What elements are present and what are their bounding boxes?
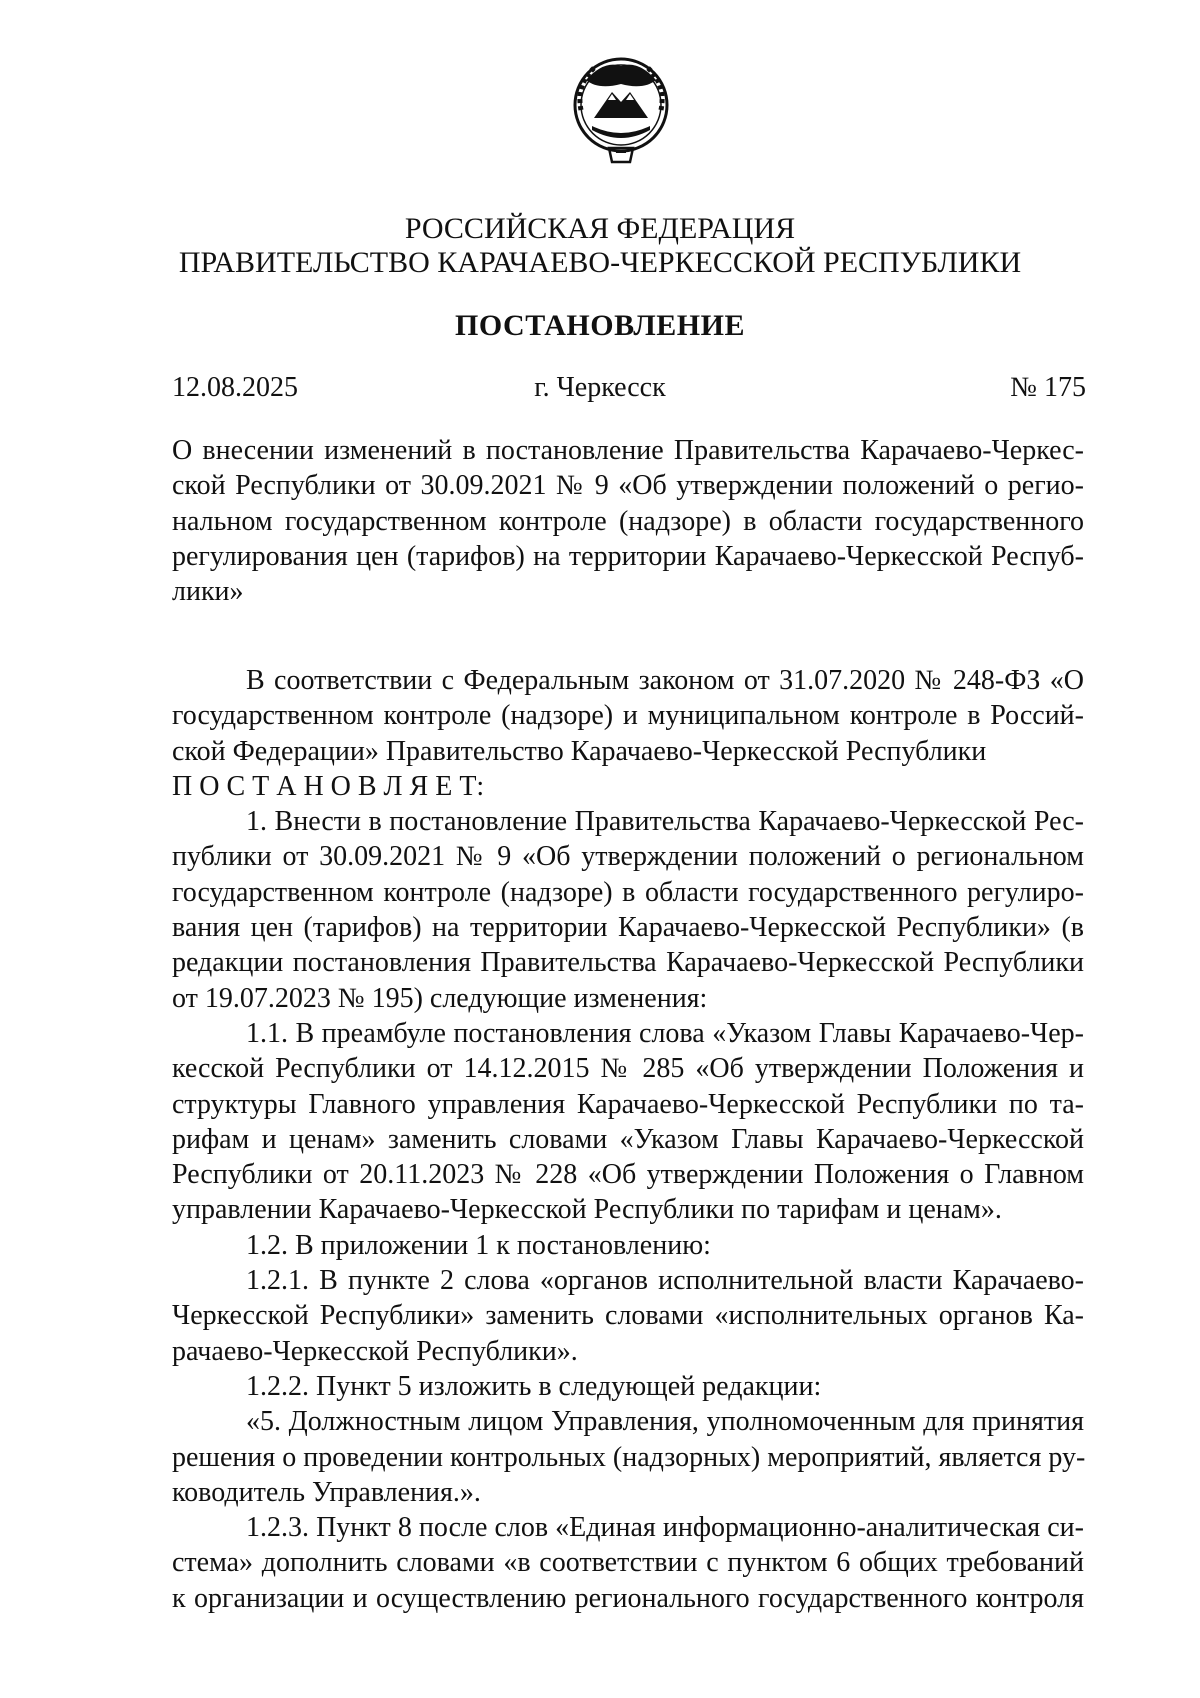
body-line: 1. Внести в постановление Правительства Карачаево-Черкесской Рес- bbox=[246, 806, 1084, 838]
document-date: 12.08.2025 bbox=[172, 372, 298, 403]
body-line: ководитель Управления.». bbox=[172, 1476, 481, 1508]
body-line: 1.2. В приложении 1 к постановлению: bbox=[246, 1229, 711, 1261]
subject-line: нальном государственном контроле (надзоре) в области государственного bbox=[172, 505, 1084, 537]
body-line: структуры Главного управления Карачаево-Черкесской Республики по та- bbox=[172, 1088, 1084, 1120]
body-line: В соответствии с Федеральным законом от 31.07.2020 № 248-ФЗ «О bbox=[246, 665, 1084, 696]
subject-line: ской Республики от 30.09.2021 № 9 «Об утверждении положений о регио- bbox=[172, 470, 1084, 502]
body-line: 1.2.2. Пункт 5 изложить в следующей редакции: bbox=[246, 1370, 822, 1402]
body-line: государственном контроле (надзоре) в области государственного регулиро- bbox=[172, 876, 1084, 908]
body-line: решения о проведении контрольных (надзорных) мероприятий, является ру- bbox=[172, 1441, 1086, 1473]
body-line: ской Федерации» Правительство Карачаево-Черкесской Республики bbox=[172, 735, 987, 767]
body-line: 1.2.1. В пункте 2 слова «органов исполнительной власти Карачаево- bbox=[246, 1265, 1084, 1297]
header-country: РОССИЙСКАЯ ФЕДЕРАЦИЯ bbox=[404, 212, 796, 245]
subject-line: регулирования цен (тарифов) на территории Карачаево-Черкесской Респуб- bbox=[172, 540, 1084, 572]
body-line: Республики от 20.11.2023 № 228 «Об утверждении Положения о Главном bbox=[172, 1159, 1084, 1191]
body-line: государственном контроле (надзоре) и муниципальном контроле в Россий- bbox=[172, 700, 1084, 732]
body-line: управлении Карачаево-Черкесской Республики по тарифам и ценам». bbox=[172, 1194, 1002, 1226]
body-line: кесской Республики от 14.12.2015 № 285 «Об утверждении Положения и bbox=[172, 1053, 1084, 1085]
body-line: к организации и осуществлению регионального государственного контроля bbox=[172, 1582, 1084, 1614]
body-line: стема» дополнить словами «в соответствии с пунктом 6 общих требований bbox=[172, 1547, 1084, 1579]
body-line: редакции постановления Правительства Карачаево-Черкесской Республики bbox=[172, 947, 1084, 979]
document-subject bbox=[172, 433, 1084, 609]
body-line: 1.2.3. Пункт 8 после слов «Единая информационно-аналитическая си- bbox=[246, 1512, 1084, 1544]
body-line: рифам и ценам» заменить словами «Указом Главы Карачаево-Черкесской bbox=[172, 1123, 1084, 1155]
document-body bbox=[172, 663, 1084, 1616]
subject-line: О внесении изменений в постановление Правительства Карачаево-Черкес- bbox=[172, 435, 1084, 466]
subject-line: лики» bbox=[172, 576, 244, 608]
body-line: рачаево-Черкесской Республики». bbox=[172, 1335, 578, 1367]
header-government: ПРАВИТЕЛЬСТВО КАРАЧАЕВО-ЧЕРКЕССКОЙ РЕСПУБЛИКИ bbox=[178, 246, 1022, 279]
document-number: № 175 bbox=[1010, 372, 1086, 403]
body-line: вания цен (тарифов) на территории Карачаево-Черкесской Республики» (в bbox=[172, 912, 1084, 944]
document-city: г. Черкесск bbox=[534, 372, 666, 403]
body-line: Черкесской Республики» заменить словами «исполнительных органов Ка- bbox=[172, 1300, 1084, 1332]
body-line: «5. Должностным лицом Управления, уполномоченным для принятия bbox=[246, 1406, 1084, 1438]
body-line: П О С Т А Н О В Л Я Е Т: bbox=[172, 770, 485, 802]
coat-of-arms-emblem bbox=[564, 50, 678, 175]
body-line: от 19.07.2023 № 195) следующие изменения: bbox=[172, 982, 708, 1014]
body-line: публики от 30.09.2021 № 9 «Об утверждении положений о региональном bbox=[172, 841, 1084, 873]
document-type-title: ПОСТАНОВЛЕНИЕ bbox=[455, 309, 745, 342]
body-line: 1.1. В преамбуле постановления слова «Указом Главы Карачаево-Чер- bbox=[246, 1017, 1084, 1049]
